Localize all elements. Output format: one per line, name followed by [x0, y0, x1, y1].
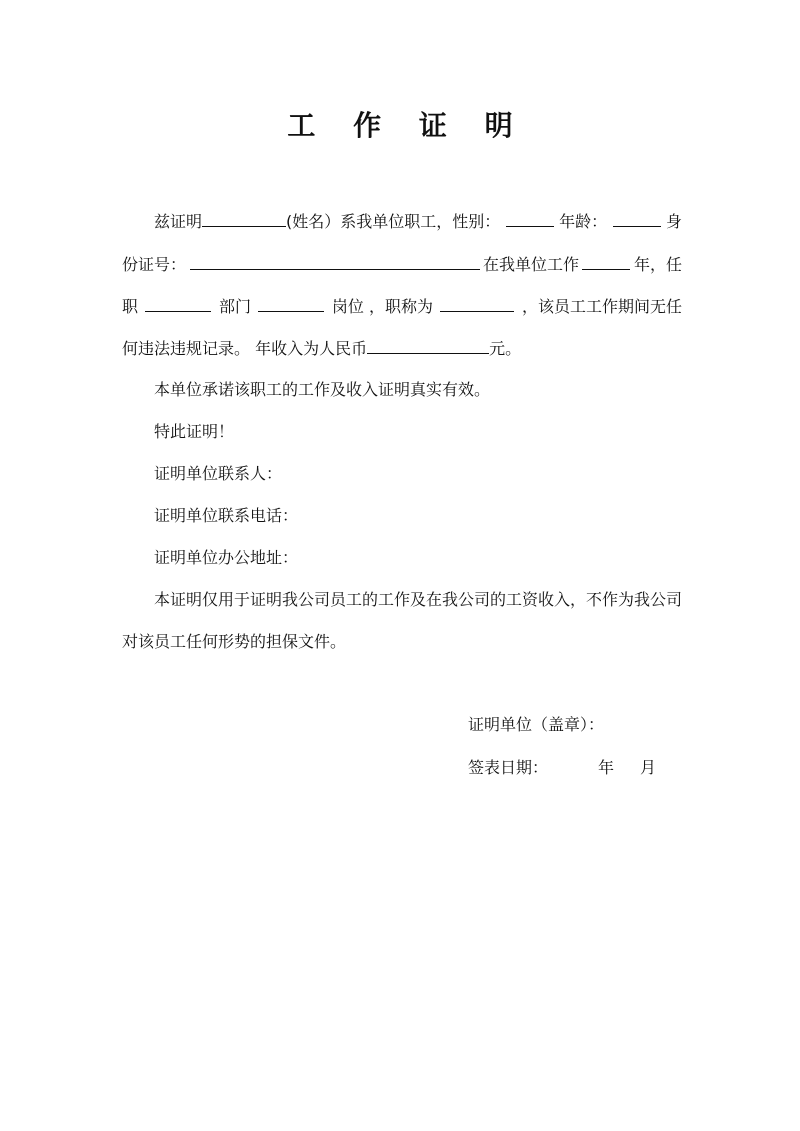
- work-at-label: 在我单位工作: [482, 255, 579, 274]
- office-address-line: 证明单位办公地址：: [154, 548, 299, 567]
- post-blank: [258, 295, 324, 312]
- unit-seal-label: 证明单位（盖章）：: [468, 715, 605, 734]
- title-blank: [440, 295, 514, 312]
- disclaimer-line-2: 对该员工任何形势的担保文件。: [122, 632, 347, 651]
- paragraph-line-3: [122, 295, 682, 319]
- paragraph-line-2: [122, 253, 682, 277]
- currency-unit: 元。: [489, 339, 522, 358]
- post-label: 岗位 ，职称为: [331, 297, 433, 316]
- income-blank: [367, 337, 489, 354]
- position-start: 职: [122, 297, 139, 316]
- sign-date-row: [468, 756, 656, 780]
- years-label: 年，任: [633, 255, 682, 274]
- department-label: 部门: [218, 297, 251, 316]
- sign-date-label: 签表日期：: [468, 758, 549, 777]
- name-blank: [202, 210, 286, 227]
- gender-blank: [506, 210, 554, 227]
- record-end: 何违法违规记录。 年收入为人民币: [122, 339, 368, 358]
- age-label: 年龄：: [559, 212, 608, 231]
- disclaimer-line-1: 本证明仅用于证明我公司员工的工作及在我公司的工资收入，不作为我公司: [154, 590, 683, 609]
- month-label: 月: [640, 758, 657, 777]
- paragraph-line-4: [122, 337, 682, 361]
- year-label: 年: [598, 758, 615, 777]
- hereby-line: 特此证明！: [154, 422, 235, 441]
- paragraph-line-1: [154, 210, 682, 234]
- id-label-end: 份证号：: [122, 255, 187, 274]
- promise-line: 本单位承诺该职工的工作及收入证明真实有效。: [154, 380, 491, 399]
- age-blank: [613, 210, 661, 227]
- department-blank: [145, 295, 211, 312]
- contact-phone-line: 证明单位联系电话：: [154, 506, 299, 525]
- id-label-start: 身: [665, 212, 682, 231]
- name-hint: (姓名）系我单位职工，性别：: [286, 212, 501, 231]
- certify-prefix: 兹证明: [154, 212, 203, 231]
- line1-group-a: [154, 210, 500, 234]
- page-title: 工 作 证 明: [287, 109, 527, 142]
- id-number-blank: [190, 253, 480, 270]
- record-start: ，该员工工作期间无任: [521, 297, 682, 316]
- years-blank: [582, 253, 630, 270]
- contact-person-line: 证明单位联系人：: [154, 464, 283, 483]
